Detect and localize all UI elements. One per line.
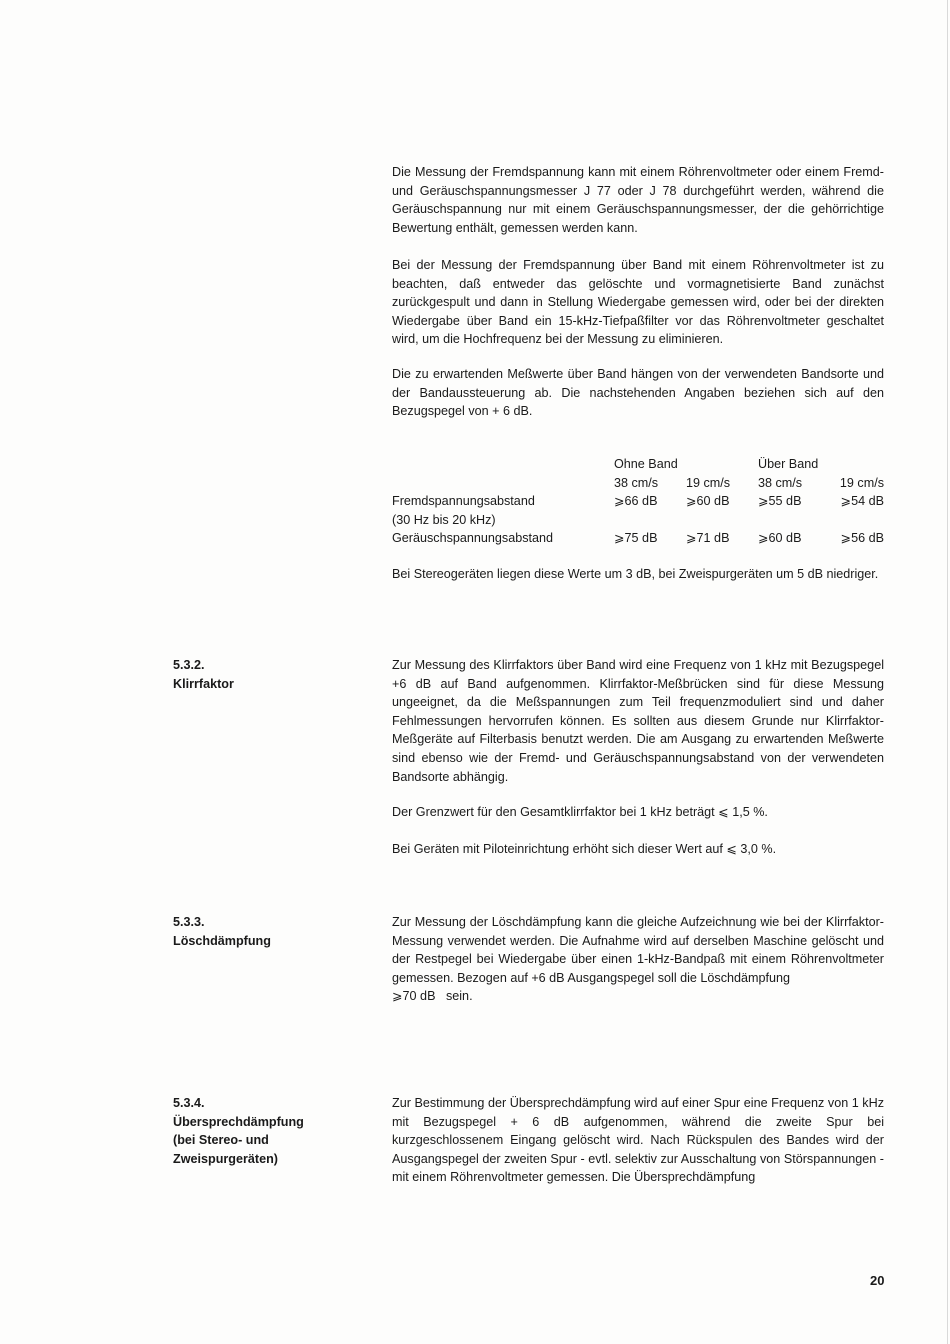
page-edge (947, 0, 948, 1344)
section-paragraph: Der Grenzwert für den Gesamtklirrfaktor bei 1 kHz beträgt ⩽ 1,5 %. (392, 805, 768, 819)
section-heading-klirrfaktor (173, 656, 358, 693)
table-cell: ⩾55 dB (758, 494, 802, 509)
row-label: Fremdspannungsabstand (392, 494, 535, 509)
speed-header: 19 cm/s (686, 475, 731, 490)
section-paragraph: Zur Bestimmung der Übersprechdämpfung wird auf einer Spur eine Frequenz von 1 kHz mit Bezugspegel + 6 dB aufgenommen, während die zweite Spur bei kurzgeschlossenem Eingang gelöscht wird. Nach Rückspulen des Bandes wird der Ausgangspegel der zweiten Spur - evtl. selektiv zur Ausschaltung von Störspannungen - mit einem Röhrenvoltmeter gemessen. Die Übersprechdämpfung (392, 1096, 884, 1185)
section-paragraph: Bei Geräten mit Piloteinrichtung erhöht sich dieser Wert auf ⩽ 3,0 %. (392, 842, 777, 856)
stereo-note-text: Bei Stereogeräten liegen diese Werte um 3 dB, bei Zweispurgeräten um 5 dB niedriger. (392, 567, 879, 581)
klirrfaktor-limit (392, 803, 884, 822)
table-row (392, 529, 884, 548)
section-body-klirrfaktor (392, 656, 884, 786)
section-title: Löschdämpfung (173, 933, 271, 948)
page-number: 20 (870, 1273, 885, 1288)
speed-header: 38 cm/s (758, 475, 803, 490)
group-ohne-band: Ohne Band (614, 457, 678, 471)
speed-header: 38 cm/s (614, 475, 659, 490)
klirrfaktor-pilot (392, 840, 884, 859)
row-label: Geräuschspannungsabstand (392, 531, 554, 546)
intro-paragraph-2 (392, 256, 884, 349)
table-cell: ⩾71 dB (686, 531, 730, 546)
section-number: 5.3.3. (173, 915, 205, 929)
table-group-row (392, 455, 884, 474)
table-cell: ⩾60 dB (758, 531, 802, 546)
intro-text-2: Bei der Messung der Fremdspannung über Band mit einem Röhrenvoltmeter ist zu beachten, daß entweder das gelöschte und vormagnetisierte Band zunächst zurückgespult und dann in Stellung Wiedergabe gemessen wird, oder bei der direkten Wiedergabe über Band ein 15-kHz-Tiefpaßfilter vor das Röhrenvoltmeter geschaltet wird, um die Hochfrequenz bei der Messung zu eliminieren. (392, 258, 884, 347)
section-number: 5.3.2. (173, 658, 205, 672)
table-cell: ⩾56 dB (840, 531, 884, 546)
table-row (392, 492, 884, 511)
table-speed-row (392, 474, 884, 493)
section-subtitle: (bei Stereo- und Zweispurgeräten) (173, 1133, 278, 1166)
section-body-loeschdaempfung (392, 913, 884, 1006)
section-heading-uebersprechdaempfung (173, 1094, 358, 1168)
intro-paragraph-1 (392, 163, 884, 237)
table-cell: ⩾60 dB (686, 494, 730, 509)
intro-text-1: Die Messung der Fremdspannung kann mit einem Röhrenvoltmeter oder einem Fremd- und Geräuschspannungsmesser J 77 oder J 78 durchgeführt werden, während die Geräuschspannung nur mit einem Geräuschspannungsmesser, der die gehörrichtige Bewertung enthält, gemessen werden kann. (392, 165, 884, 235)
row-label: (30 Hz bis 20 kHz) (392, 512, 496, 527)
table-row (392, 511, 884, 530)
section-number: 5.3.4. (173, 1096, 205, 1110)
section-body-uebersprechdaempfung (392, 1094, 884, 1187)
section-title: Übersprechdämpfung (173, 1114, 304, 1129)
section-heading-loeschdaempfung (173, 913, 358, 950)
noise-values-table (392, 455, 884, 548)
intro-text-3: Die zu erwartenden Meßwerte über Band hängen von der verwendeten Bandsorte und der Bandaussteuerung ab. Die nachstehenden Angaben beziehen sich auf den Bezugspegel von + 6 dB. (392, 367, 884, 419)
table-cell: ⩾75 dB (614, 531, 658, 546)
section-paragraph: ⩾70 dB sein. (392, 989, 473, 1004)
section-title: Klirrfaktor (173, 676, 234, 691)
group-ueber-band: Über Band (758, 457, 819, 471)
table-cell: ⩾66 dB (614, 494, 658, 509)
speed-header: 19 cm/s (839, 475, 884, 490)
section-paragraph: Zur Messung des Klirrfaktors über Band wird eine Frequenz von 1 kHz mit Bezugspegel +6 dB auf Band aufgenommen. Klirrfaktor-Meßbrücken sind für diese Messung ungeeignet, da die Meßspannungen zum Teil frequenzmoduliert sind und daher Fehlmessungen hervorrufen können. Es sollten aus diesem Grunde nur Klirrfaktor-Meßgeräte auf Filterbasis benutzt werden. Die am Ausgang zu erwartenden Meßwerte sind ebenso wie der Fremd- und Geräuschspannungsabstand von der verwendeten Bandsorte abhängig. (392, 658, 884, 784)
table-cell: ⩾54 dB (840, 494, 884, 509)
section-paragraph: Zur Messung der Löschdämpfung kann die gleiche Aufzeichnung wie bei der Klirrfaktor-Messung verwendet werden. Die Aufnahme wird auf derselben Maschine gelöscht und der Restpegel bei Wiedergabe über einen 1-kHz-Bandpaß mit einem Röhrenvoltmeter gemessen. Bezogen auf +6 dB Ausgangspegel soll die Löschdämpfung (392, 915, 884, 985)
intro-paragraph-3 (392, 365, 884, 421)
stereo-note (392, 565, 884, 584)
